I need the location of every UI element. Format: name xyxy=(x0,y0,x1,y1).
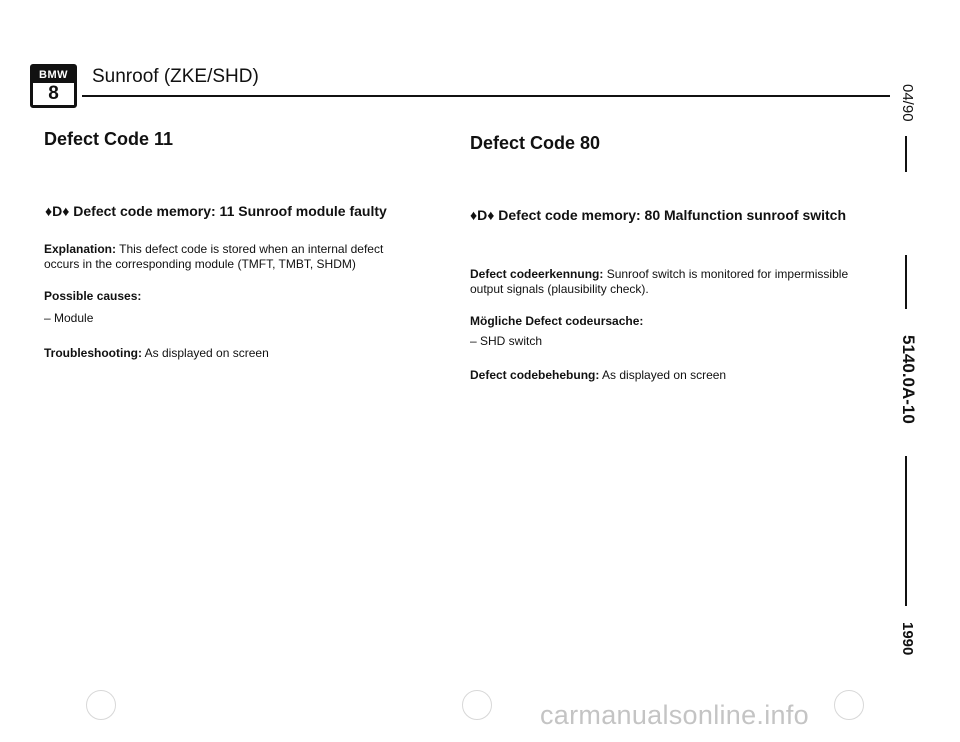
margin-year: 1990 xyxy=(899,622,916,656)
right-explanation xyxy=(470,267,860,297)
margin-date: 04/90 xyxy=(899,84,916,122)
left-troubleshooting xyxy=(44,346,269,361)
bmw-8-logo xyxy=(30,64,77,108)
right-memory-line: ♦D♦ Defect code memory: 80 Malfunction sunroof switch xyxy=(470,207,847,223)
left-causes-label: Possible causes: xyxy=(44,289,142,303)
left-section-heading: Defect Code 11 xyxy=(44,129,174,149)
left-cause-item: – Module xyxy=(44,311,94,325)
watermark: carmanualsonline.info xyxy=(540,700,809,730)
left-troubleshooting-label: Troubleshooting: xyxy=(44,346,142,360)
left-troubleshooting-text: As displayed on screen xyxy=(142,346,269,360)
margin-line-top xyxy=(905,136,907,172)
left-explanation xyxy=(44,242,414,272)
right-explanation-label: Defect codeerkennung: xyxy=(470,267,604,281)
margin-line-middle xyxy=(905,255,907,309)
margin-page-code: 5140.0A-10 xyxy=(899,335,918,424)
left-memory-line: ♦D♦ Defect code memory: 11 Sunroof module faulty xyxy=(45,203,387,219)
right-causes-label: Mögliche Defect codeursache: xyxy=(470,314,644,328)
right-cause-item: – SHD switch xyxy=(470,334,543,348)
logo-brand-text: BMW xyxy=(33,67,74,83)
page-title: Sunroof (ZKE/SHD) xyxy=(92,66,259,87)
binder-hole xyxy=(462,690,492,720)
binder-hole xyxy=(834,690,864,720)
right-troubleshooting-text: As displayed on screen xyxy=(599,368,727,382)
margin-line-bottom xyxy=(905,456,907,606)
binder-hole xyxy=(86,690,116,720)
logo-model-number: 8 xyxy=(48,83,59,104)
right-section-heading: Defect Code 80 xyxy=(470,133,601,153)
right-explanation-text: Sunroof switch is monitored for impermissible output signals (plausibility check). xyxy=(470,267,849,296)
right-troubleshooting xyxy=(470,368,726,383)
right-troubleshooting-label: Defect codebehebung: xyxy=(470,368,600,382)
left-explanation-label: Explanation: xyxy=(44,242,117,256)
left-explanation-text: This defect code is stored when an internal defect occurs in the corresponding module (TMFT, TMBT, SHDM) xyxy=(44,242,384,271)
header-divider xyxy=(82,95,890,97)
